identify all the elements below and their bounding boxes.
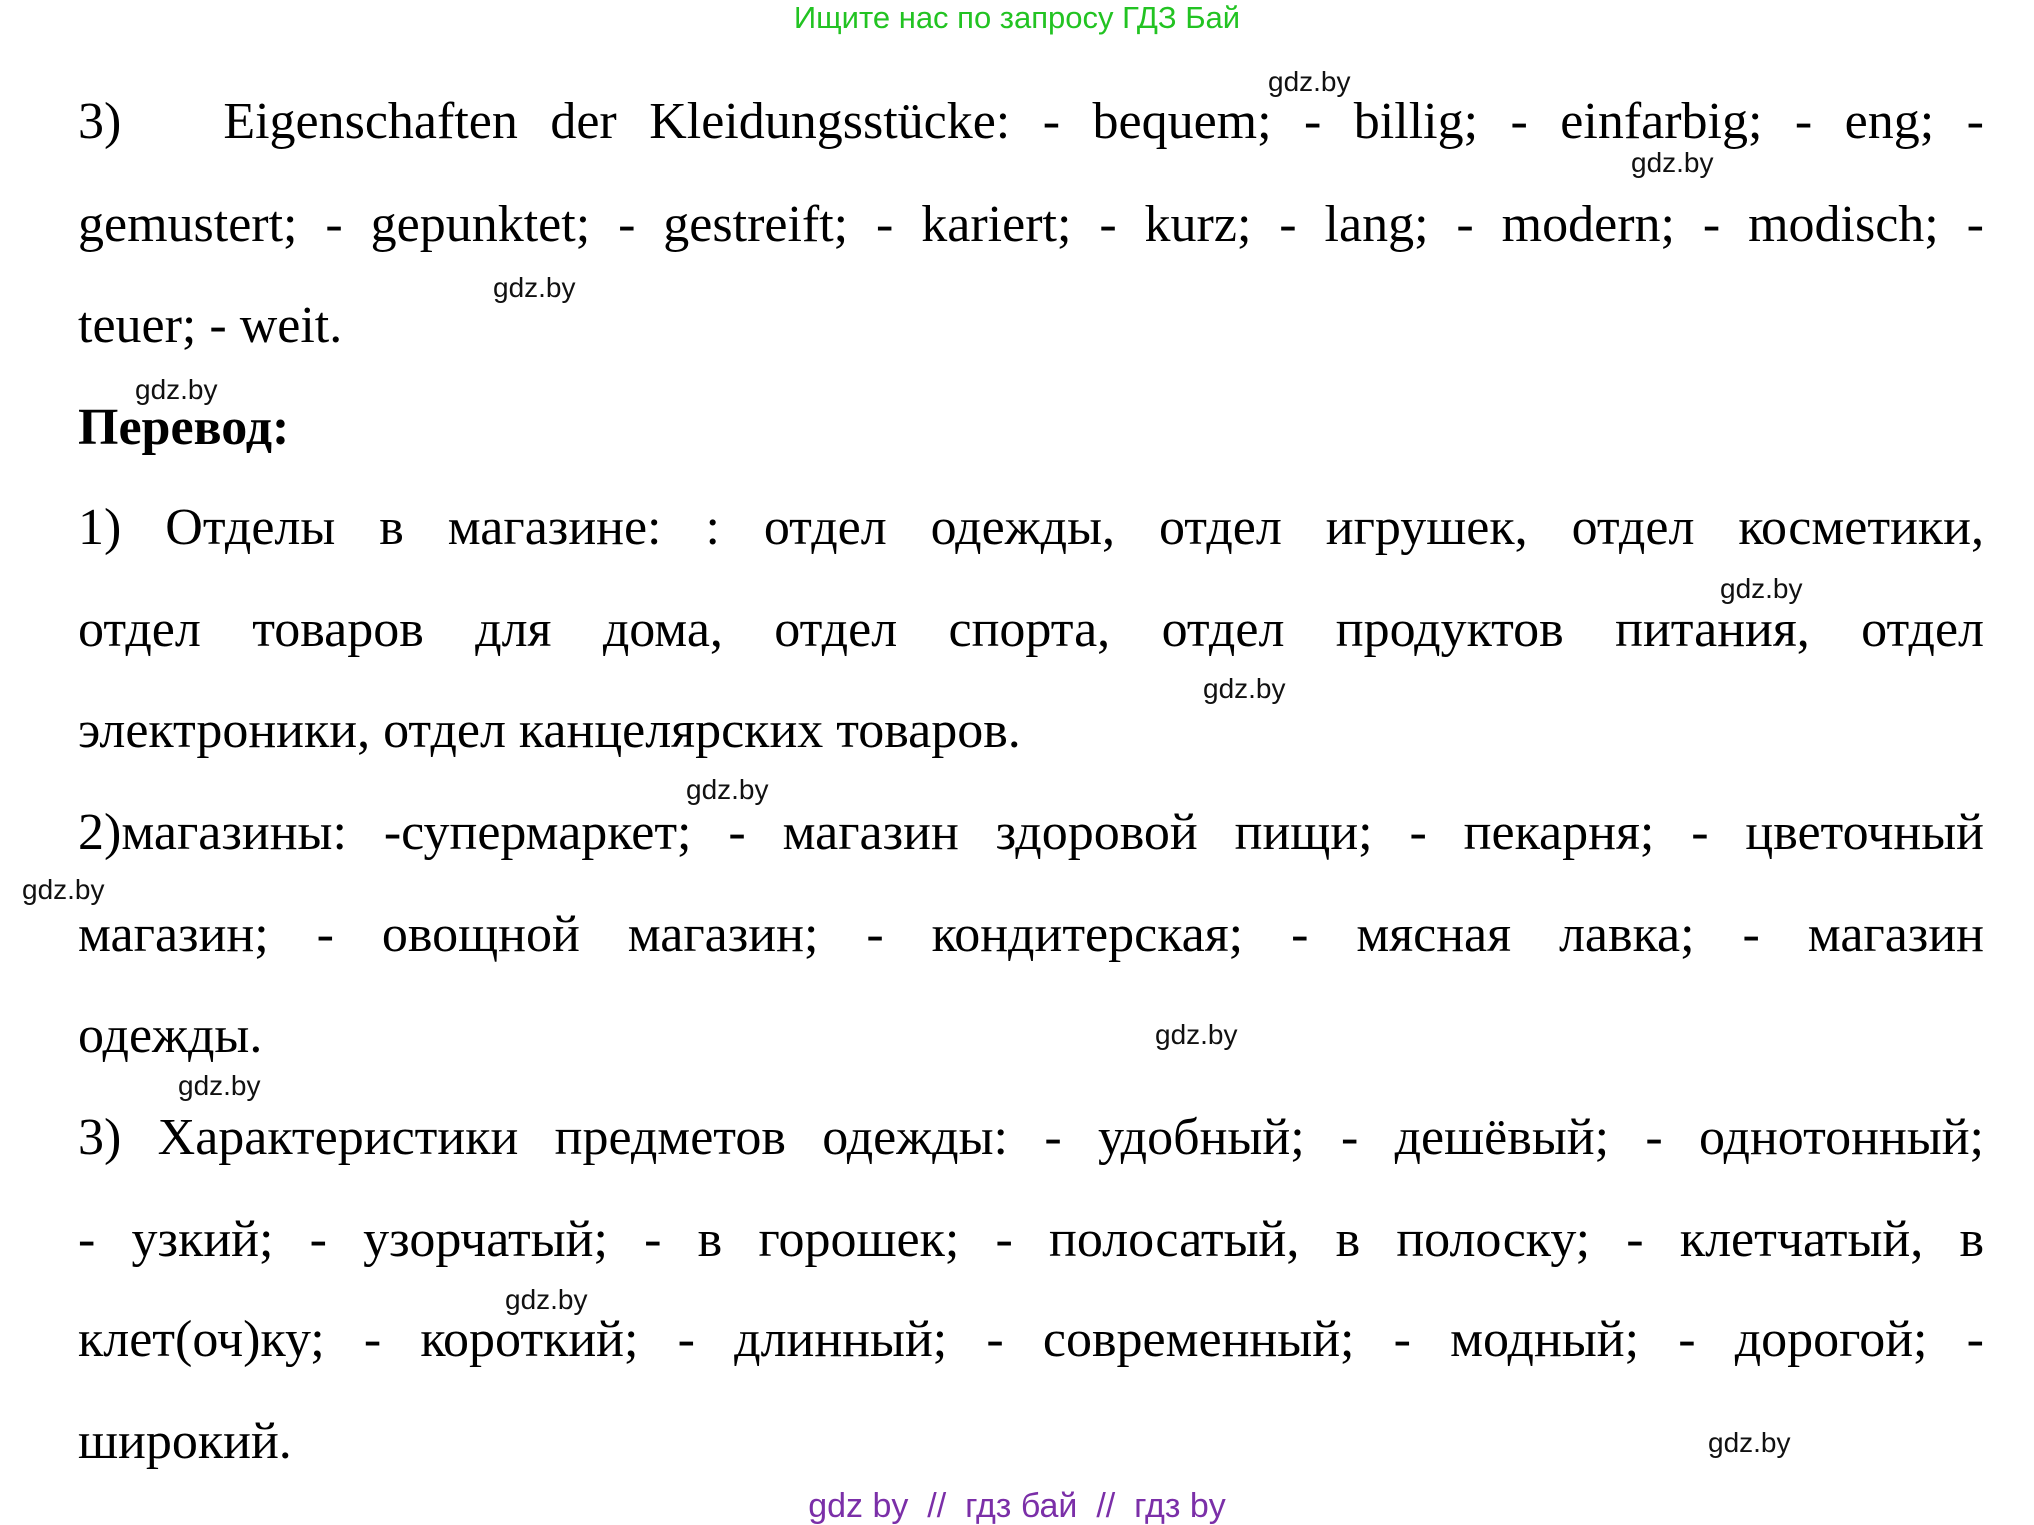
search-hint-banner: Ищите нас по запросу ГДЗ Бай: [793, 0, 1241, 35]
german-item-number: 3): [78, 93, 122, 150]
watermark: gdz.by: [135, 374, 218, 405]
footer-links-text: gdz by // гдз бай // гдз by: [808, 1487, 1226, 1525]
watermark: gdz.by: [1268, 66, 1351, 97]
watermark: gdz.by: [686, 774, 769, 805]
translation-item3-line3: клет(оч)ку; - короткий; - длинный; - современный; - модный; - дорогой; -: [78, 1311, 1984, 1368]
translation-item2-line3: одежды.: [78, 1007, 263, 1064]
watermark: gdz.by: [1155, 1019, 1238, 1050]
german-line-3: teuer; - weit.: [78, 297, 343, 354]
translation-item2-line1: 2)магазины: -супермаркет; - магазин здоровой пищи; - пекарня; - цветочный: [78, 804, 1984, 861]
watermark: gdz.by: [1720, 573, 1803, 604]
watermark: gdz.by: [1631, 147, 1714, 178]
translation-item1-line1: 1) Отделы в магазине: : отдел одежды, отдел игрушек, отдел косметики,: [78, 499, 1984, 556]
watermark: gdz.by: [493, 272, 576, 303]
watermark: gdz.by: [1708, 1427, 1791, 1458]
translation-item2-line2: магазин; - овощной магазин; - кондитерская; - мясная лавка; - магазин: [78, 906, 1984, 963]
watermark: gdz.by: [1203, 673, 1286, 704]
german-line-1: [78, 92, 1984, 152]
translation-item3-line2: - узкий; - узорчатый; - в горошек; - полосатый, в полоску; - клетчатый, в: [78, 1211, 1984, 1268]
watermark: gdz.by: [178, 1070, 261, 1101]
translation-item1-line2: отдел товаров для дома, отдел спорта, отдел продуктов питания, отдел: [78, 601, 1984, 658]
watermark: gdz.by: [22, 874, 105, 905]
translation-item3-line1: 3) Характеристики предметов одежды: - удобный; - дешёвый; - однотонный;: [78, 1109, 1984, 1166]
german-line-2: gemustert; - gepunktet; - gestreift; - kariert; - kurz; - lang; - modern; - modisch; -: [78, 196, 1984, 253]
translation-item1-line3: электроники, отдел канцелярских товаров.: [78, 702, 1021, 759]
german-line-1-text: Eigenschaften der Kleidungsstücke: - bequem; - billig; - einfarbig; - eng; -: [223, 93, 1984, 150]
watermark: gdz.by: [505, 1284, 588, 1315]
translation-heading: Перевод:: [78, 399, 290, 456]
translation-item3-line4: широкий.: [78, 1413, 292, 1470]
